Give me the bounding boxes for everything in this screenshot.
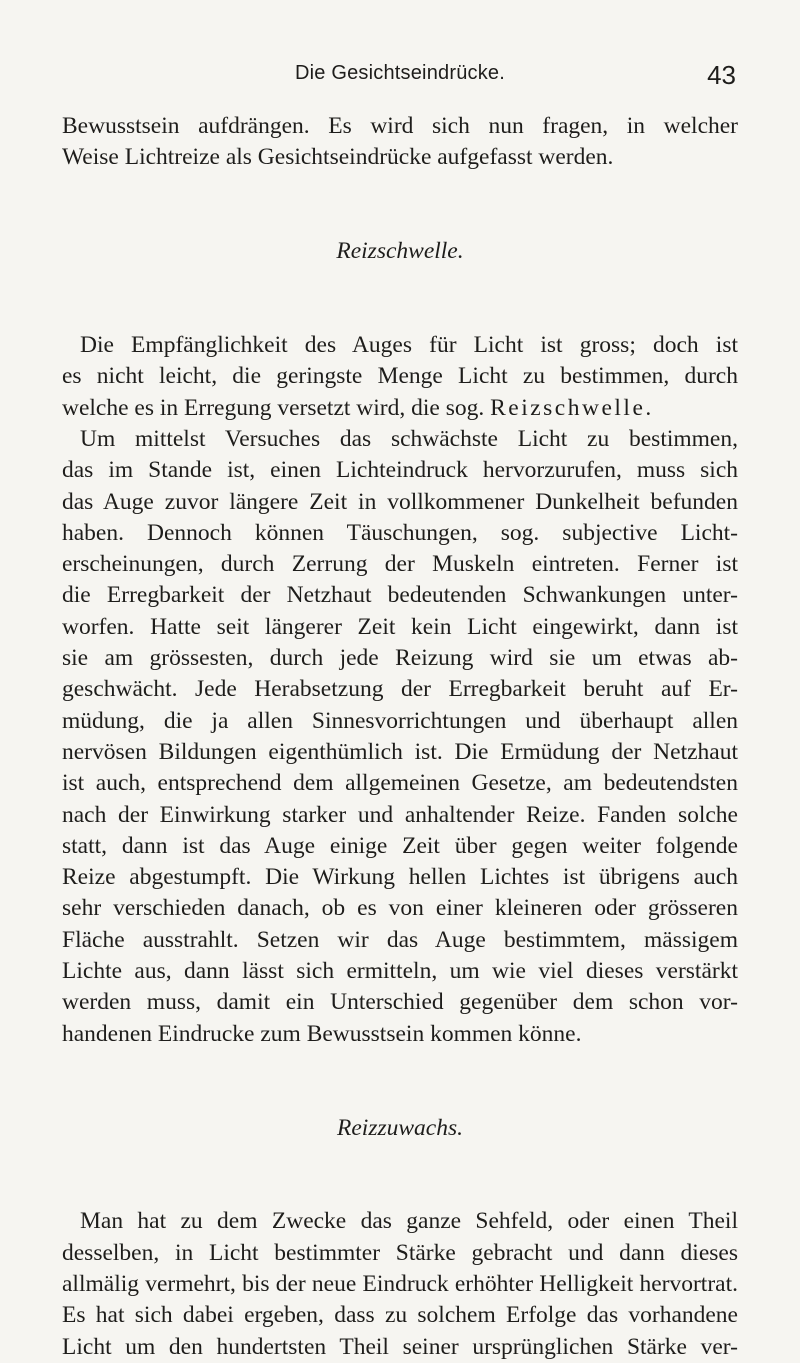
text-line: es nicht leicht, die geringste Menge Licht zu bestimmen, durch	[62, 363, 738, 390]
text-line: welche es in Erregung versetzt wird, die sog. Reizschwelle.	[62, 394, 652, 421]
text-line: müdung, die ja allen Sinnesvorrichtungen und überhaupt allen	[62, 707, 738, 734]
text-line: handenen Eindrucke zum Bewusstsein kommen könne.	[62, 1020, 582, 1047]
text-line: Es hat sich dabei ergeben, dass zu solchem Erfolge das vorhandene	[62, 1302, 738, 1329]
text-line: statt, dann ist das Auge einige Zeit über gegen weiter folgende	[62, 832, 738, 859]
text-line: nervösen Bildungen eigenthümlich ist. Die Ermüdung der Netzhaut	[62, 738, 738, 765]
text-line: Bewusstsein aufdrängen. Es wird sich nun fragen, in welcher	[62, 113, 738, 139]
running-head	[0, 56, 800, 96]
text-line: werden muss, damit ein Unterschied gegenüber dem schon vor-	[62, 989, 738, 1016]
text-line: Fläche ausstrahlt. Setzen wir das Auge bestimmtem, mässigem	[62, 926, 738, 953]
text-line: Reize abgestumpft. Die Wirkung hellen Lichtes ist übrigens auch	[62, 864, 738, 891]
text-line: das Auge zuvor längere Zeit in vollkommener Dunkelheit befunden	[62, 488, 738, 515]
section-heading-reizschwelle: Reizschwelle.	[336, 238, 464, 265]
body-text	[62, 111, 738, 1363]
section-heading-reizzuwachs: Reizzuwachs.	[337, 1114, 463, 1141]
text-line: erscheinungen, durch Zerrung der Muskeln eintreten. Ferner ist	[62, 551, 738, 578]
text-line: sehr verschieden danach, ob es von einer kleineren oder grösseren	[62, 895, 738, 922]
text-line: haben. Dennoch können Täuschungen, sog. subjective Licht-	[62, 519, 738, 546]
text-line: ist auch, entsprechend dem allgemeinen Gesetze, am bedeutendsten	[62, 770, 738, 797]
text-line: allmälig vermehrt, bis der neue Eindruck erhöhter Helligkeit hervortrat.	[62, 1270, 738, 1297]
page-number: 43	[707, 60, 736, 90]
text-line: das im Stande ist, einen Lichteindruck hervorzurufen, muss sich	[62, 457, 738, 484]
text-line: Lichte aus, dann lässt sich ermitteln, um wie viel dieses verstärkt	[62, 958, 738, 985]
text-line: sie am grössesten, durch jede Reizung wird sie um etwas ab-	[62, 645, 738, 672]
text-line: die Erregbarkeit der Netzhaut bedeutenden Schwankungen unter-	[62, 582, 738, 609]
text-line: Licht um den hundertsten Theil seiner ursprünglichen Stärke ver-	[62, 1333, 738, 1360]
text-line: nach der Einwirkung starker und anhaltender Reize. Fanden solche	[62, 801, 738, 828]
text-line: Die Empfänglichkeit des Auges für Licht ist gross; doch ist	[80, 332, 738, 359]
running-title: Die Gesichtseindrücke.	[294, 62, 506, 84]
text-line: Man hat zu dem Zwecke das ganze Sehfeld, oder einen Theil	[80, 1208, 738, 1235]
text-line: geschwächt. Jede Herabsetzung der Erregbarkeit beruht auf Er-	[62, 676, 738, 703]
text-line: desselben, in Licht bestimmter Stärke gebracht und dann dieses	[62, 1239, 738, 1266]
text-line: Um mittelst Versuches das schwächste Licht zu bestimmen,	[80, 425, 738, 452]
text-line: Weise Lichtreize als Gesichtseindrücke aufgefasst werden.	[62, 144, 614, 171]
spaced-term: Reizschwelle	[490, 394, 646, 421]
text-line: worfen. Hatte seit längerer Zeit kein Licht eingewirkt, dann ist	[62, 613, 738, 640]
